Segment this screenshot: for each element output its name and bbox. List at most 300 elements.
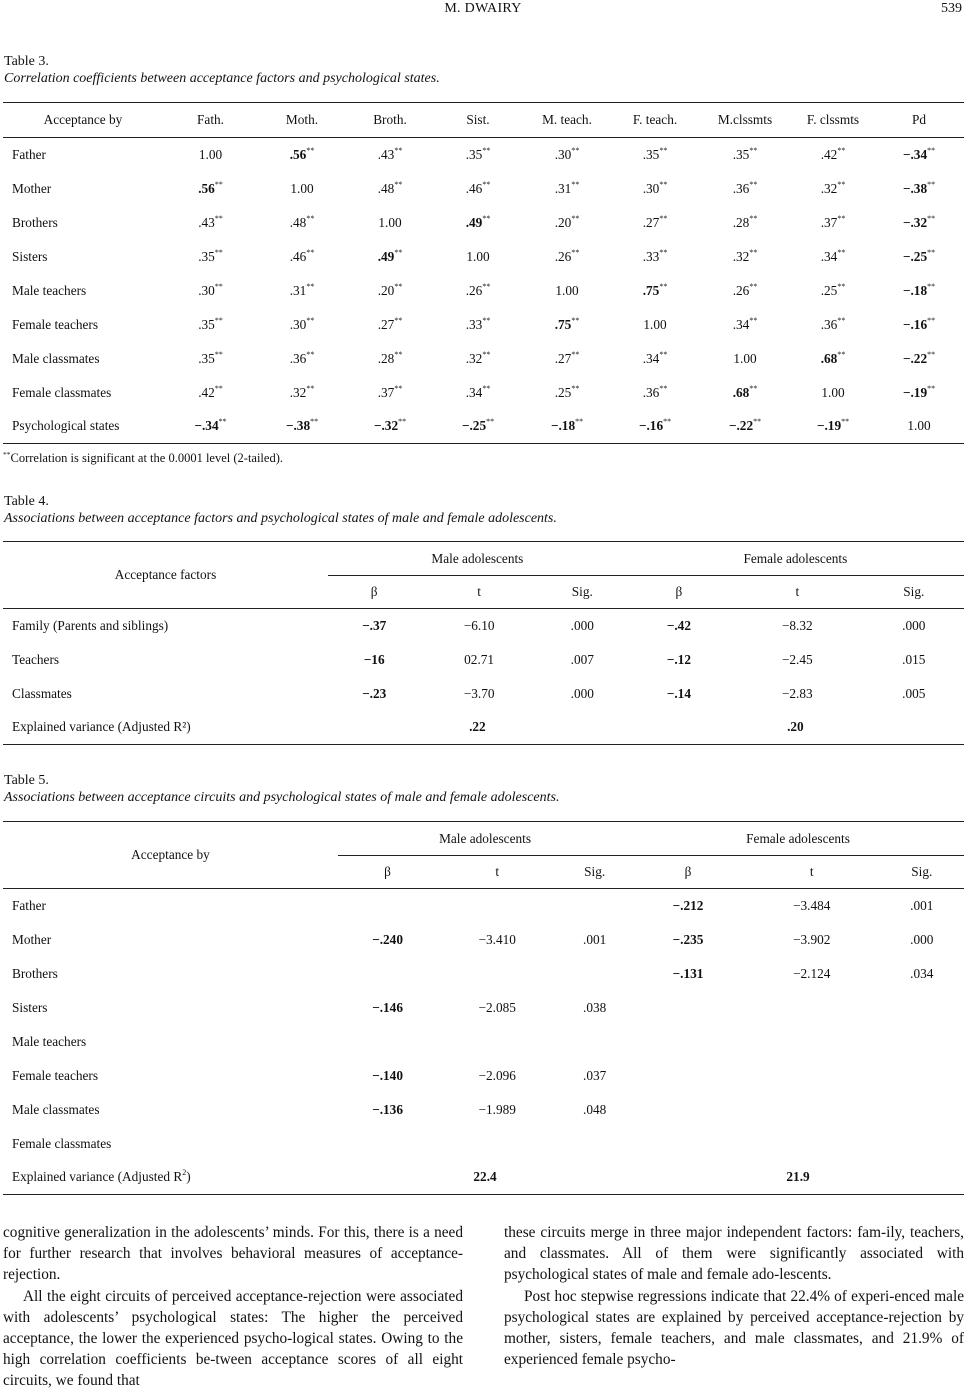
correlation-value: .25 <box>820 282 838 298</box>
significance-marker: ** <box>571 213 580 223</box>
table5-cell <box>880 1127 964 1161</box>
beta-value: −.14 <box>666 685 691 701</box>
table3-cell <box>258 138 346 172</box>
correlation-value: −.25 <box>461 418 487 434</box>
table5-caption <box>4 772 559 806</box>
beta-value: −.23 <box>362 685 387 701</box>
table5-row-label: Male classmates <box>12 1101 100 1117</box>
correlation-value: .42 <box>820 146 838 162</box>
table3-cell <box>434 206 522 240</box>
table4-subheader: β <box>370 584 378 599</box>
beta-value: −.235 <box>672 931 704 947</box>
table5-group-row <box>3 822 964 856</box>
table5-cell <box>437 923 557 957</box>
table4-group-female: Female adolescents <box>627 542 964 576</box>
beta-value: −.42 <box>666 617 691 633</box>
table5-cell <box>437 991 557 1025</box>
correlation-value: .68 <box>820 350 838 366</box>
correlation-value: .43 <box>377 146 395 162</box>
table5-subheader: β <box>384 864 391 879</box>
table5-cell <box>338 1025 437 1059</box>
significance-marker: ** <box>571 247 580 257</box>
table3-cell <box>792 240 874 274</box>
table3-header-row <box>3 103 964 138</box>
correlation-value: .30 <box>198 282 215 298</box>
table3-cell <box>698 138 792 172</box>
variance-value: 22.4 <box>473 1169 497 1185</box>
table3-cell <box>434 342 522 376</box>
table5-row <box>3 1025 964 1059</box>
significance-marker: ** <box>482 281 491 291</box>
significance-marker: ** <box>394 247 403 257</box>
table5-row <box>3 889 964 923</box>
correlation-value: .35 <box>642 146 660 162</box>
paragraph: cognitive generalization in the adolescents’ minds. For this, there is a need for further research that involves behavioral measures of acceptance-rejection. <box>3 1224 463 1284</box>
correlation-value: .34 <box>820 248 838 264</box>
table5-cell <box>557 957 632 991</box>
table5-cell <box>338 957 437 991</box>
table3-cell <box>612 410 698 444</box>
significance-marker: ** <box>571 145 580 155</box>
beta-value: −.131 <box>672 965 704 981</box>
table3-cell <box>163 172 258 206</box>
significance-marker: ** <box>837 281 846 291</box>
table5-cell <box>338 1127 437 1161</box>
correlation-value: .48 <box>289 214 307 230</box>
correlation-value: −.34 <box>194 418 219 434</box>
table3-cell <box>163 274 258 308</box>
table3-cell <box>258 376 346 410</box>
sig-value: .038 <box>583 999 607 1015</box>
table4-cell <box>420 643 538 677</box>
t-value: −2.45 <box>781 651 813 667</box>
page-number: 539 <box>941 1 962 16</box>
significance-marker: ** <box>749 315 758 325</box>
correlation-value: .36 <box>289 350 307 366</box>
table3-cell <box>792 342 874 376</box>
significance-marker: ** <box>482 315 491 325</box>
table4-subheader: Sig. <box>571 584 593 599</box>
table3-column-header: M.clssmts <box>717 112 773 127</box>
significance-marker: ** <box>214 213 223 223</box>
correlation-value: .32 <box>289 384 307 400</box>
significance-marker: ** <box>749 281 758 291</box>
table3-cell <box>346 410 434 444</box>
table3-cell <box>346 376 434 410</box>
significance-marker: ** <box>306 349 315 359</box>
significance-marker: ** <box>486 417 495 427</box>
table5-regression <box>3 821 964 1195</box>
table5-cell <box>880 1025 964 1059</box>
table5-cell <box>744 923 880 957</box>
table5-cell <box>632 1127 744 1161</box>
correlation-value: .32 <box>732 248 750 264</box>
table5-subtitle: Associations between acceptance circuits and psychological states of male and female adolescents. <box>4 790 560 805</box>
significance-marker: ** <box>306 315 315 325</box>
significance-marker: ** <box>306 247 315 257</box>
beta-value: −.37 <box>362 617 387 633</box>
table3-column-header: Pd <box>911 112 927 127</box>
correlation-value: .27 <box>554 350 572 366</box>
table4-row <box>3 609 964 643</box>
significance-marker: ** <box>837 213 846 223</box>
table5-subheader: t <box>809 864 814 879</box>
correlation-value: .31 <box>289 282 307 298</box>
table4-title: Table 4. <box>4 494 49 509</box>
table4-variance-row <box>3 711 964 745</box>
table4-cell <box>864 677 964 711</box>
paragraph: these circuits merge in three major independent factors: fam-ily, teachers, and classmates. All of them were significantly associated with psychological states of male and female ado-lescents. <box>504 1224 964 1284</box>
beta-value: −16 <box>363 651 385 667</box>
table3-cell <box>792 206 874 240</box>
table5-variance-female <box>632 1161 964 1195</box>
table5-cell <box>557 991 632 1025</box>
significance-marker: ** <box>214 349 223 359</box>
significance-marker: ** <box>927 213 936 223</box>
table4-row-label: Classmates <box>12 685 72 701</box>
table5-cell <box>557 1127 632 1161</box>
table3-cell <box>258 274 346 308</box>
correlation-value: 1.00 <box>643 316 667 332</box>
table3-cell <box>163 138 258 172</box>
table3-cell <box>346 274 434 308</box>
correlation-value: −.34 <box>902 146 928 162</box>
correlation-value: .30 <box>554 146 572 162</box>
table5-row <box>3 1127 964 1161</box>
table5-cell <box>437 889 557 923</box>
table5-body <box>3 889 964 1195</box>
table3-column-header: Broth. <box>373 112 407 127</box>
significance-marker: ** <box>394 349 403 359</box>
table3-cell <box>522 376 612 410</box>
significance-marker: ** <box>394 145 403 155</box>
table4-row <box>3 643 964 677</box>
table3-cell <box>522 138 612 172</box>
significance-marker: ** <box>214 383 223 393</box>
table3-cell <box>434 376 522 410</box>
table3-subtitle: Correlation coefficients between acceptance factors and psychological states. <box>4 71 440 86</box>
table3-cell <box>792 138 874 172</box>
sig-value: .007 <box>570 651 594 667</box>
table3-cell <box>258 308 346 342</box>
correlation-value: .46 <box>289 248 307 264</box>
table4-subheader: t <box>477 584 481 599</box>
correlation-value: .35 <box>198 350 215 366</box>
table3-cell <box>163 240 258 274</box>
table5-cell <box>338 1059 437 1093</box>
table3-row-label: Father <box>12 146 46 162</box>
correlation-value: .75 <box>554 316 572 332</box>
table5-row-header: Acceptance by <box>3 822 338 889</box>
table3-row-label: Mother <box>12 180 52 196</box>
correlation-value: .56 <box>198 180 215 196</box>
significance-marker: ** <box>571 315 580 325</box>
table3-cell <box>434 274 522 308</box>
table5-cell <box>744 991 880 1025</box>
table3-body <box>3 138 964 444</box>
running-head-author: M. DWAIRY <box>444 1 522 16</box>
table5-cell <box>557 889 632 923</box>
correlation-value: .27 <box>642 214 660 230</box>
table3-cell <box>874 206 964 240</box>
variance-value: .22 <box>469 719 486 735</box>
correlation-value: .33 <box>465 316 483 332</box>
sig-value: .000 <box>902 617 926 633</box>
table5-row-label: Female classmates <box>12 1135 112 1151</box>
correlation-value: −.19 <box>902 384 928 400</box>
significance-marker: ** <box>837 315 846 325</box>
table3-cell <box>874 410 964 444</box>
table5-cell <box>744 1025 880 1059</box>
t-value: −3.484 <box>793 897 831 913</box>
table3-column-header: M. teach. <box>542 112 592 127</box>
table3-cell <box>346 342 434 376</box>
t-value: −6.10 <box>463 617 495 633</box>
table5-cell <box>437 1059 557 1093</box>
table4-cell <box>538 609 627 643</box>
table4-cell <box>328 677 420 711</box>
significance-marker: ** <box>837 349 846 359</box>
table3-cell <box>612 138 698 172</box>
table3-cell <box>258 240 346 274</box>
correlation-value: 1.00 <box>733 350 757 366</box>
table4-row-header: Acceptance factors <box>3 542 328 609</box>
table4-body <box>3 609 964 745</box>
significance-marker: ** <box>927 145 936 155</box>
table3-row <box>3 206 964 240</box>
correlation-value: 1.00 <box>821 384 845 400</box>
significance-marker: ** <box>218 417 227 427</box>
table3-cell <box>522 206 612 240</box>
table4-subtitle: Associations between acceptance factors and psychological states of male and female adolescents. <box>4 511 557 526</box>
table3-cell <box>874 172 964 206</box>
variance-value: .20 <box>787 719 804 735</box>
table3-row <box>3 376 964 410</box>
table4-cell <box>538 677 627 711</box>
significance-marker: ** <box>394 315 403 325</box>
body-column-right <box>504 1222 964 1370</box>
table3-row <box>3 342 964 376</box>
correlation-value: .25 <box>554 384 572 400</box>
table3-row <box>3 308 964 342</box>
table5-cell <box>437 1093 557 1127</box>
correlation-value: −.32 <box>373 418 399 434</box>
correlation-value: −.32 <box>902 214 928 230</box>
table5-cell <box>557 1059 632 1093</box>
table3-cell <box>346 308 434 342</box>
correlation-value: −.22 <box>728 418 754 434</box>
table3-cell <box>612 240 698 274</box>
table3-cell <box>434 172 522 206</box>
significance-marker: ** <box>310 417 319 427</box>
table3-cell <box>698 206 792 240</box>
correlation-value: .20 <box>554 214 572 230</box>
table5-subheader: Sig. <box>584 864 606 879</box>
variance-label-close: ) <box>186 1169 191 1185</box>
sig-value: .000 <box>570 617 594 633</box>
significance-marker: ** <box>214 315 223 325</box>
sig-value: .001 <box>583 931 607 947</box>
table3-cell <box>874 342 964 376</box>
table5-row-label: Sisters <box>12 999 48 1015</box>
paragraph: Post hoc stepwise regressions indicate that 22.4% of experi-enced male psychological states are explained by perceived acceptance-rejection by mother, sisters, female teachers, and male classmates, and 21.9% of experienced female psycho- <box>504 1287 964 1369</box>
correlation-value: .49 <box>465 214 483 230</box>
table4-cell <box>538 643 627 677</box>
significance-marker: ** <box>841 417 850 427</box>
correlation-value: −.16 <box>902 316 928 332</box>
significance-marker: ** <box>927 179 936 189</box>
table3-cell <box>698 274 792 308</box>
superscript-2: 2 <box>182 1168 187 1178</box>
table5-cell <box>338 991 437 1025</box>
correlation-value: .30 <box>289 316 307 332</box>
table5-row <box>3 1093 964 1127</box>
significance-marker: ** <box>659 383 668 393</box>
correlation-value: −.19 <box>816 418 842 434</box>
significance-marker: ** <box>394 179 403 189</box>
footnote-marker: ** <box>3 450 11 459</box>
table3-row-label: Female teachers <box>12 316 99 332</box>
correlation-value: −.16 <box>638 418 664 434</box>
correlation-value: .32 <box>820 180 838 196</box>
sig-value: .037 <box>583 1067 607 1083</box>
significance-marker: ** <box>659 349 668 359</box>
table3-footnote <box>3 451 283 466</box>
table4-caption <box>4 493 557 527</box>
table3-cell <box>874 308 964 342</box>
correlation-value: −.38 <box>902 180 928 196</box>
table4-variance-female <box>627 711 964 745</box>
table3-cell <box>258 206 346 240</box>
table4-cell <box>864 609 964 643</box>
table3-cell <box>522 308 612 342</box>
table5-cell <box>557 1025 632 1059</box>
table3-cell <box>792 410 874 444</box>
significance-marker: ** <box>749 179 758 189</box>
table5-cell <box>744 1059 880 1093</box>
correlation-value: .28 <box>732 214 750 230</box>
significance-marker: ** <box>837 247 846 257</box>
table3-row <box>3 410 964 444</box>
correlation-value: .43 <box>198 214 215 230</box>
correlation-value: .26 <box>732 282 750 298</box>
table4-variance-label <box>3 711 328 745</box>
table5-cell <box>632 957 744 991</box>
table3-row-label: Brothers <box>12 214 58 230</box>
significance-marker: ** <box>394 383 403 393</box>
correlation-value: .37 <box>377 384 395 400</box>
footnote-text: Correlation is significant at the 0.0001 level (2-tailed). <box>10 451 283 465</box>
significance-marker: ** <box>753 417 762 427</box>
table3-cell <box>698 240 792 274</box>
table5-cell <box>632 1059 744 1093</box>
table3-row-label: Psychological states <box>12 418 120 434</box>
table5-variance-male <box>338 1161 632 1195</box>
table4-cell <box>864 643 964 677</box>
significance-marker: ** <box>575 417 584 427</box>
significance-marker: ** <box>659 281 668 291</box>
beta-value: −.240 <box>372 931 403 947</box>
significance-marker: ** <box>659 213 668 223</box>
correlation-value: .26 <box>465 282 483 298</box>
t-value: −1.989 <box>478 1101 516 1117</box>
table3-row <box>3 240 964 274</box>
table4-cell <box>627 609 731 643</box>
correlation-value: 1.00 <box>198 146 223 162</box>
paragraph: All the eight circuits of perceived acceptance-rejection were associated with adolescents’ psychological states: The higher the perceived acceptance, the lower the experienced psycho-logical states. Owing to the high correlation coefficients be-tween acceptance scores of all eight circuits, we found that <box>3 1287 463 1390</box>
significance-marker: ** <box>749 383 758 393</box>
table3-row-label: Male classmates <box>12 350 100 366</box>
significance-marker: ** <box>306 281 315 291</box>
correlation-value: 1.00 <box>555 282 579 298</box>
sig-value: .005 <box>902 685 926 701</box>
correlation-value: .68 <box>732 384 750 400</box>
correlation-value: 1.00 <box>290 180 314 196</box>
correlation-value: 1.00 <box>907 418 931 434</box>
correlation-value: .36 <box>642 384 660 400</box>
beta-value: −.12 <box>666 651 691 667</box>
table4-cell <box>328 643 420 677</box>
table3-cell <box>874 240 964 274</box>
significance-marker: ** <box>927 383 936 393</box>
table5-row <box>3 957 964 991</box>
significance-marker: ** <box>306 383 315 393</box>
significance-marker: ** <box>394 281 403 291</box>
table5-cell <box>632 991 744 1025</box>
table3-column-header: Acceptance by <box>43 112 123 127</box>
sig-value: .000 <box>570 685 594 701</box>
table3-row-label: Female classmates <box>12 384 112 400</box>
table3-cell <box>612 206 698 240</box>
t-value: −3.902 <box>793 931 831 947</box>
correlation-value: −.25 <box>902 248 928 264</box>
significance-marker: ** <box>927 349 936 359</box>
table3-cell <box>698 308 792 342</box>
table3-cell <box>612 342 698 376</box>
table5-row <box>3 1059 964 1093</box>
table3-correlations <box>3 102 964 444</box>
t-value: −2.83 <box>781 685 813 701</box>
table4-row <box>3 677 964 711</box>
table5-variance-row <box>3 1161 964 1195</box>
t-value: −2.124 <box>793 965 831 981</box>
table3-title: Table 3. <box>4 54 49 69</box>
correlation-value: −.38 <box>285 418 311 434</box>
table5-cell <box>338 923 437 957</box>
table4-cell <box>731 643 864 677</box>
correlation-value: .34 <box>732 316 750 332</box>
correlation-value: .36 <box>732 180 750 196</box>
significance-marker: ** <box>306 145 315 155</box>
body-column-left <box>3 1222 463 1392</box>
table3-cell <box>434 138 522 172</box>
variance-value: 21.9 <box>786 1169 810 1185</box>
table5-cell <box>338 889 437 923</box>
table5-cell <box>744 889 880 923</box>
table5-cell <box>880 889 964 923</box>
correlation-value: .33 <box>642 248 660 264</box>
correlation-value: .42 <box>198 384 215 400</box>
correlation-value: .34 <box>642 350 660 366</box>
table4-row-label: Family (Parents and siblings) <box>12 617 169 633</box>
correlation-value: .31 <box>554 180 572 196</box>
table4-regression <box>3 541 964 745</box>
table3-cell <box>792 376 874 410</box>
table5-row-label: Mother <box>12 931 52 947</box>
table5-cell <box>437 1025 557 1059</box>
correlation-value: .32 <box>465 350 483 366</box>
significance-marker: ** <box>482 383 491 393</box>
